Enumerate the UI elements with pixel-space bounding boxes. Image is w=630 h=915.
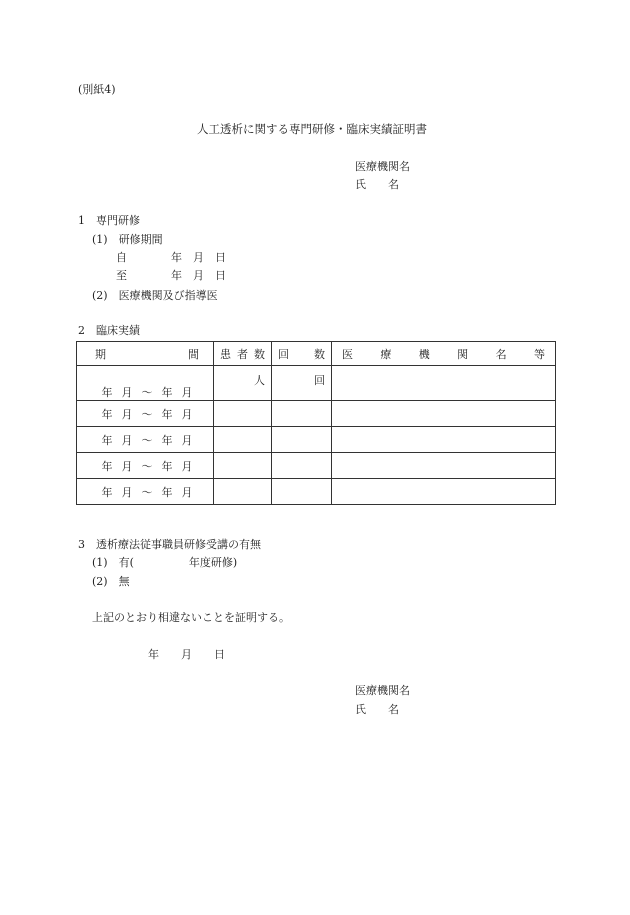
institution-cell[interactable] [332, 366, 556, 401]
table-row [77, 427, 556, 453]
institution-cell[interactable] [332, 479, 556, 505]
clinical-record-table [76, 341, 556, 505]
section2-heading: 2 臨床実績 [78, 324, 140, 337]
period-to-line: 至 年 月 日 [116, 269, 226, 282]
training-period-label: (1) 研修期間 [92, 233, 163, 246]
patients-cell[interactable] [214, 401, 272, 427]
issuer-name-label-bottom: 氏 名 [355, 703, 399, 716]
section3-heading: 3 透析療法従事職員研修受講の有無 [78, 538, 261, 551]
table-header-row [77, 342, 556, 366]
attachment-label: (別紙4) [78, 83, 116, 96]
issuer-name-label: 氏 名 [355, 178, 399, 191]
institution-supervisor-label: (2) 医療機関及び指導医 [92, 289, 218, 302]
period-from-line: 自 年 月 日 [116, 251, 226, 264]
table-row [77, 453, 556, 479]
issuer-institution-label-bottom: 医療機関名 [355, 684, 410, 697]
option-yes: (1) 有( 年度研修) [92, 556, 238, 569]
table-row [77, 366, 556, 401]
issuer-institution-label: 医療機関名 [355, 160, 410, 173]
institution-cell[interactable] [332, 401, 556, 427]
document-title: 人工透析に関する専門研修・臨床実績証明書 [197, 122, 427, 136]
certification-text: 上記のとおり相違ないことを証明する。 [92, 611, 290, 624]
period-cell[interactable]: 年 月 〜 年 月 [77, 427, 214, 453]
header-institution: 医 療 機 関 名 等 [332, 342, 556, 366]
patients-cell[interactable] [214, 479, 272, 505]
institution-cell[interactable] [332, 453, 556, 479]
table-row [77, 479, 556, 505]
institution-cell[interactable] [332, 427, 556, 453]
header-period: 期 間 [77, 342, 214, 366]
patients-cell[interactable] [214, 453, 272, 479]
count-cell[interactable] [272, 479, 332, 505]
count-cell[interactable] [272, 453, 332, 479]
period-cell[interactable]: 年 月 〜 年 月 [77, 479, 214, 505]
patients-cell[interactable] [214, 427, 272, 453]
table-row [77, 401, 556, 427]
period-cell[interactable]: 年 月 〜 年 月 [77, 401, 214, 427]
header-count: 回 数 [272, 342, 332, 366]
section1-heading: 1 専門研修 [78, 214, 140, 227]
period-cell[interactable]: 年 月 〜 年 月 [77, 366, 214, 401]
count-cell[interactable] [272, 401, 332, 427]
patients-cell[interactable]: 人 [214, 366, 272, 401]
count-cell[interactable] [272, 427, 332, 453]
header-patients: 患 者 数 [214, 342, 272, 366]
option-no: (2) 無 [92, 575, 130, 588]
count-cell[interactable]: 回 [272, 366, 332, 401]
period-cell[interactable]: 年 月 〜 年 月 [77, 453, 214, 479]
issue-date-line: 年 月 日 [148, 648, 225, 661]
